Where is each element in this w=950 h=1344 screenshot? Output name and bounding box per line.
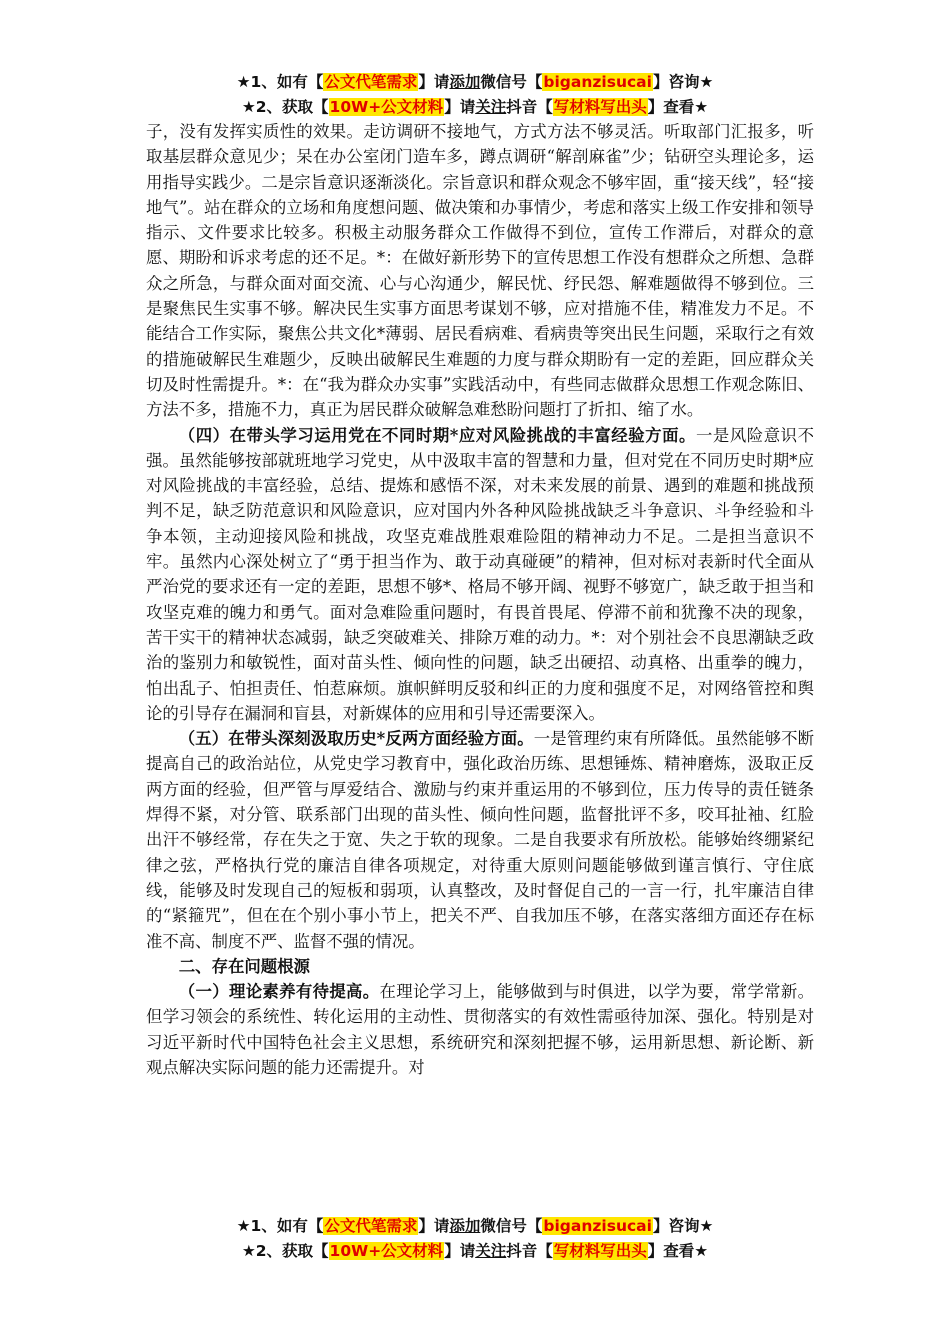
banner-text: 微信号【	[480, 1217, 543, 1235]
banner-text: 抖音【	[506, 98, 553, 116]
banner-text: 】请	[444, 98, 476, 116]
banner-line-1	[0, 70, 950, 95]
banner-underline-text: 添加	[449, 1217, 481, 1235]
highlight-materials: 10W+公文材料	[329, 98, 444, 116]
banner-line-1	[0, 1214, 950, 1239]
highlight-service: 公文代笔需求	[324, 1217, 418, 1235]
banner-underline-text: 关注	[475, 1242, 507, 1260]
document-body	[146, 119, 814, 1080]
banner-line-2	[0, 1239, 950, 1264]
banner-text: ★2、获取【	[241, 1242, 329, 1260]
highlight-service: 公文代笔需求	[324, 73, 418, 91]
banner-underline-text: 添加	[449, 73, 481, 91]
highlight-wechat-id: biganzisucai	[543, 73, 652, 91]
banner-text: 微信号【	[480, 73, 543, 91]
banner-text: ★1、如有【	[236, 73, 324, 91]
header-banner	[0, 70, 950, 120]
paragraph-continued: 子，没有发挥实质性的效果。走访调研不接地气，方式方法不够灵活。听取部门汇报多，听取基层群众意见少；呆在办公室闭门造车多，蹲点调研“解剖麻雀”少；钻研空头理论多，运用指导实践少。二是宗旨意识逐渐淡化。宗旨意识和群众观念不够牢固，重“接天线”，轻“接地气”。站在群众的立场和角度想问题、做决策和办事情少，考虑和落实上级工作安排和领导指示、文件要求比较多。积极主动服务群众工作做得不到位，宣传工作滞后，对群众的意愿、期盼和诉求考虑的还不足。*：在做好新形势下的宣传思想工作没有想群众之所想、急群众之所急，与群众面对面交流、心与心沟通少，解民忧、纾民怨、解难题做得不够到位。三是聚焦民生实事不够。解决民生实事方面思考谋划不够，应对措施不佳，精准发力不足。不能结合工作实际，聚焦公共文化*薄弱、居民看病难、看病贵等突出民生问题，采取行之有效的措施破解民生难题少，反映出破解民生难题的力度与群众期盼有一定的差距，回应群众关切及时性需提升。*：在“我为群众办实事”实践活动中，有些同志做群众思想工作观念陈旧、方法不多，措施不力，真正为居民群众破解急难愁盼问题打了折扣、缩了水。	[146, 122, 814, 420]
highlight-douyin: 写材料写出头	[553, 98, 647, 116]
paragraph-heading: （五）在带头深刻汲取历史*反两方面经验方面。	[178, 729, 534, 749]
paragraph-five	[146, 726, 814, 954]
banner-text: 】咨询★	[652, 73, 714, 91]
banner-text: 】查看★	[647, 98, 709, 116]
paragraph-text: 一是风险意识不强。虽然能够按部就班地学习党史，从中汲取丰富的智慧和力量，但对党在不同历史时期*应对风险挑战的丰富经验，总结、提炼和感悟不深，对未来发展的前景、遇到的难题和挑战预判不足，缺乏防范意识和风险意识，应对国内外各种风险挑战缺乏斗争意识、斗争经验和斗争本领，主动迎接风险和挑战，攻坚克难战胜艰难险阻的精神动力不足。二是担当意识不牢。虽然内心深处树立了“勇于担当作为、敢于动真碰硬”的精神，但对标对表新时代全面从严治党的要求还有一定的差距，思想不够*、格局不够开阔、视野不够宽广，缺乏敢于担当和攻坚克难的魄力和勇气。面对急难险重问题时，有畏首畏尾、停滞不前和犹豫不决的现象，苦干实干的精神状态减弱，缺乏突破难关、排除万难的动力。*：对个别社会不良思潮缺乏政治的鉴别力和敏锐性，面对苗头性、倾向性的问题，缺乏出硬招、动真格、出重拳的魄力，怕出乱子、怕担责任、怕惹麻烦。旗帜鲜明反驳和纠正的力度和强度不足，对网络管控和舆论的引导存在漏洞和盲县，对新媒体的应用和引导还需要深入。	[146, 425, 815, 723]
banner-text: 】请	[418, 73, 450, 91]
paragraph-root-one	[146, 979, 814, 1080]
banner-text: 】请	[418, 1217, 450, 1235]
highlight-wechat-id: biganzisucai	[543, 1217, 652, 1235]
paragraph-text: 在理论学习上，能够做到与时俱进，以学为要，常学常新。但学习领会的系统性、转化运用的主动性、贯彻落实的有效性需亟待加深、强化。特别是对习近平新时代中国特色社会主义思想，系统研究和深刻把握不够，运用新思想、新论断、新观点解决实际问题的能力还需提升。对	[146, 982, 815, 1077]
banner-text: 】请	[444, 1242, 476, 1260]
highlight-materials: 10W+公文材料	[329, 1242, 444, 1260]
section-title: 二、存在问题根源	[178, 956, 310, 976]
banner-line-2	[0, 95, 950, 120]
highlight-douyin: 写材料写出头	[553, 1242, 647, 1260]
paragraph-heading: （四）在带头学习运用党在不同时期*应对风险挑战的丰富经验方面。	[178, 425, 696, 445]
paragraph-heading: （一）理论素养有待提高。	[178, 982, 380, 1002]
footer-banner	[0, 1214, 950, 1264]
paragraph-text: 一是管理约束有所降低。虽然能够不断提高自己的政治站位，从党史学习教育中，强化政治历练、思想锤炼、精神磨炼，汲取正反两方面的经验，但严管与厚爱结合、激励与约束并重运用的不够到位，压力传导的责任链条焊得不紧，对分管、联系部门出现的苗头性、倾向性问题，监督批评不多，咬耳扯袖、红脸出汗不够经常，存在失之于宽、失之于软的现象。二是自我要求有所放松。能够始终绷紧纪律之弦，严格执行党的廉洁自律各项规定，对待重大原则问题能够做到谨言慎行、守住底线，能够及时发现自己的短板和弱项，认真整改，及时督促自己的一言一行，扎牢廉洁自律的“紧箍咒”，但在在个别小事小节上，把关不严、自我加压不够，在落实落细方面还存在标准不高、制度不严、监督不强的情况。	[146, 729, 814, 951]
banner-text: ★2、获取【	[241, 98, 329, 116]
banner-text: ★1、如有【	[236, 1217, 324, 1235]
paragraph-four	[146, 423, 814, 727]
banner-text: 抖音【	[506, 1242, 553, 1260]
banner-text: 】咨询★	[652, 1217, 714, 1235]
banner-underline-text: 关注	[475, 98, 507, 116]
banner-text: 】查看★	[647, 1242, 709, 1260]
